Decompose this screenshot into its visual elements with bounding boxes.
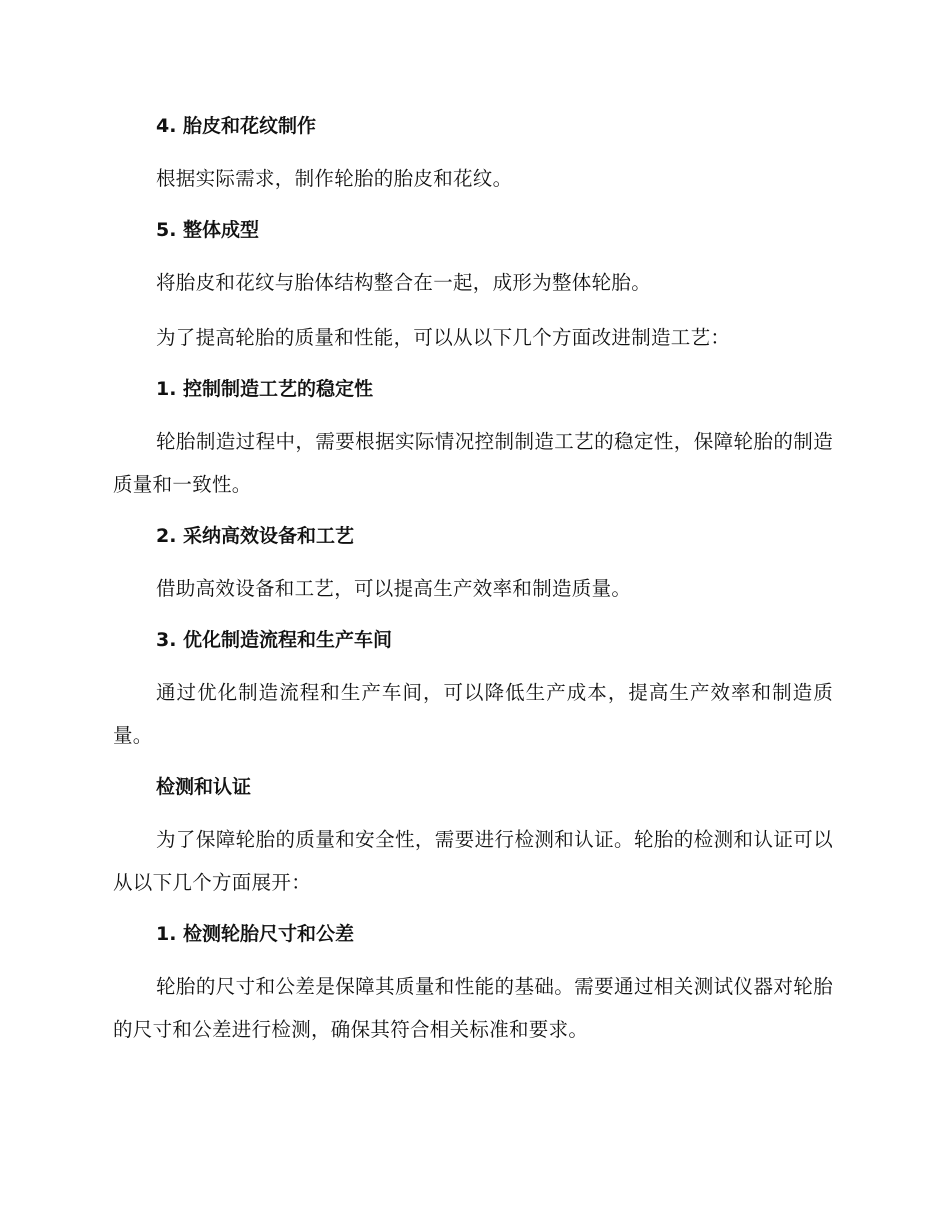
section-heading: 1. 控制制造工艺的稳定性 [156, 378, 374, 400]
section-heading: 3. 优化制造流程和生产车间 [156, 629, 393, 651]
document-body [113, 108, 833, 1051]
section-heading: 2. 采纳高效设备和工艺 [156, 525, 355, 547]
body-paragraph: 借助高效设备和工艺，可以提高生产效率和制造质量。 [156, 577, 632, 600]
body-paragraph: 根据实际需求，制作轮胎的胎皮和花纹。 [156, 167, 513, 190]
section-heading: 检测和认证 [156, 776, 252, 798]
body-paragraph: 轮胎制造过程中，需要根据实际情况控制制造工艺的稳定性，保障轮胎的制造质量和一致性。 [113, 430, 833, 496]
body-paragraph: 为了保障轮胎的质量和安全性，需要进行检测和认证。轮胎的检测和认证可以从以下几个方面展开： [113, 828, 833, 894]
section-heading: 4. 胎皮和花纹制作 [156, 115, 317, 137]
section-heading: 5. 整体成型 [156, 219, 260, 241]
body-paragraph: 为了提高轮胎的质量和性能，可以从以下几个方面改进制造工艺： [156, 326, 731, 349]
section-heading: 1. 检测轮胎尺寸和公差 [156, 923, 355, 945]
body-paragraph: 通过优化制造流程和生产车间，可以降低生产成本，提高生产效率和制造质量。 [113, 681, 833, 747]
body-paragraph: 将胎皮和花纹与胎体结构整合在一起，成形为整体轮胎。 [156, 271, 652, 294]
body-paragraph: 轮胎的尺寸和公差是保障其质量和性能的基础。需要通过相关测试仪器对轮胎的尺寸和公差进行检测，确保其符合相关标准和要求。 [113, 975, 833, 1041]
